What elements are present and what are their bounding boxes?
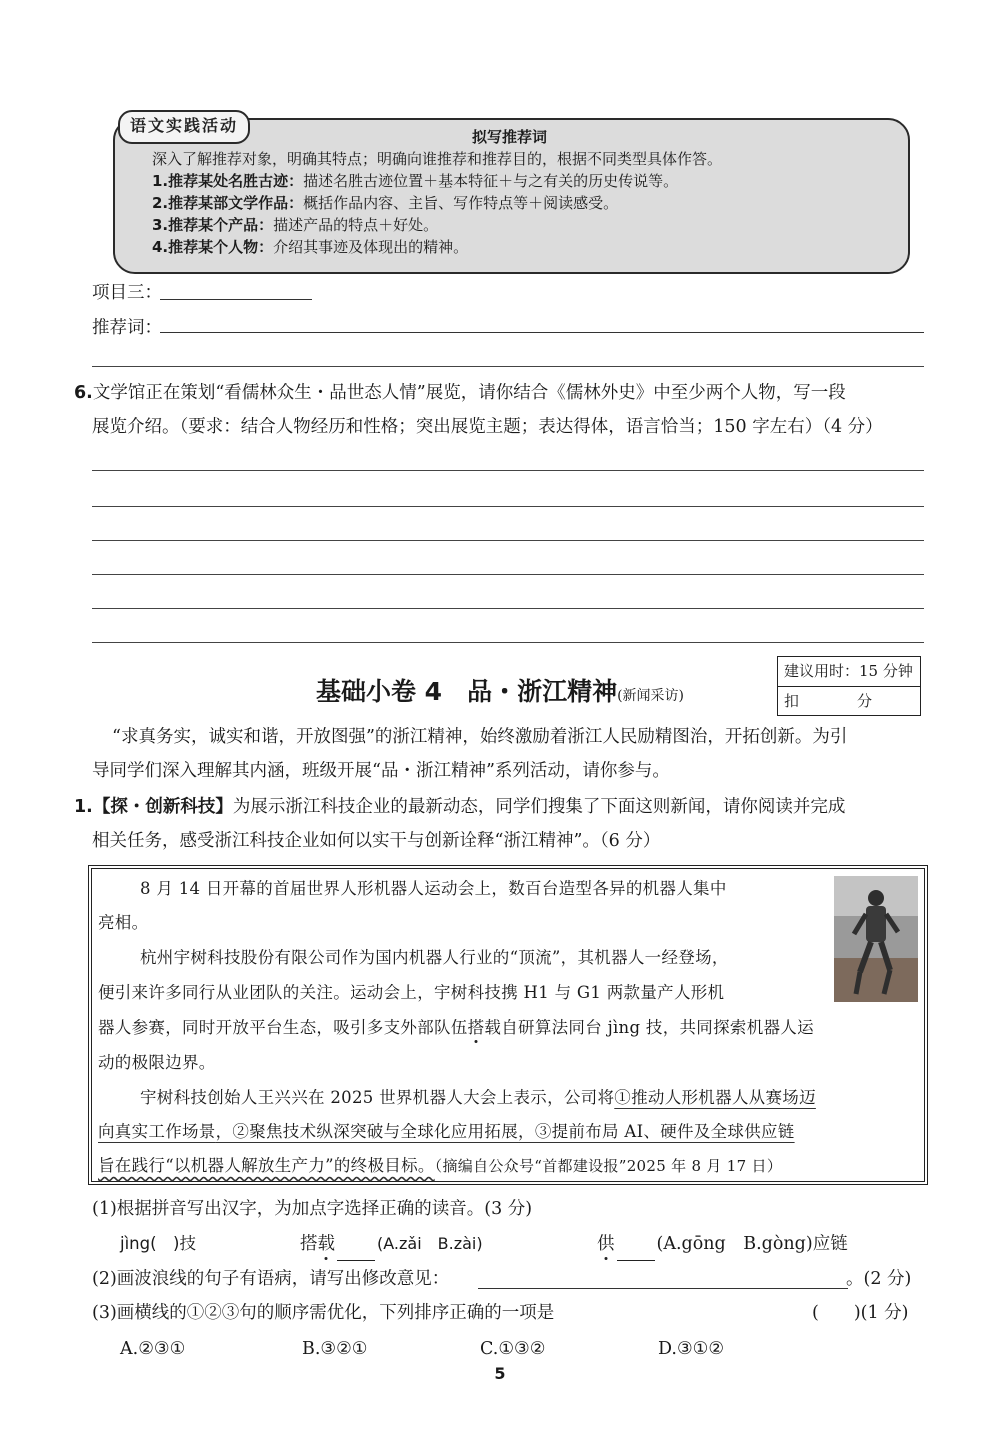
news-p2-line1: 杭州宇树科技股份有限公司作为国内机器人行业的“顶流”，其机器人一经登场， xyxy=(140,948,729,967)
q6-line1: 6.文学馆正在策划“看儒林众生・品世态人情”展览，请你结合《儒林外史》中至少两个人物，写一段 xyxy=(74,383,846,403)
page-number: 5 xyxy=(494,1364,506,1383)
quiz-intro-line1: “求真务实，诚实和谐，开放图强”的浙江精神，始终激励着浙江人民励精图治，开拓创新。为引 xyxy=(112,727,848,747)
q1-line2: 相关任务，感受浙江科技企业如何以实干与创新诠释“浙江精神”。（6 分） xyxy=(92,831,661,851)
answer-line[interactable] xyxy=(92,574,924,575)
time-label: 建议用时：15 分钟 xyxy=(778,657,920,687)
practice-tag: 语文实践活动 xyxy=(118,110,250,144)
recommend-label: 推荐词： xyxy=(92,318,162,338)
recommend-answer-line[interactable] xyxy=(160,332,924,333)
practice-item: 3.推荐某个产品：描述产品的特点＋好处。 xyxy=(152,216,439,234)
answer-line[interactable] xyxy=(92,506,924,507)
answer-line[interactable] xyxy=(92,608,924,609)
option-b[interactable]: B.③②① xyxy=(302,1339,368,1359)
sub1-b: 搭载 (A.zǎi B.zài) xyxy=(300,1227,483,1261)
sub1-c-blank[interactable] xyxy=(617,1238,655,1261)
news-p2-line2: 便引来许多同行从业团队的关注。运动会上，宇树科技携 H1 与 G1 两款量产人形机 xyxy=(98,983,725,1002)
answer-line[interactable] xyxy=(92,366,924,367)
option-c[interactable]: C.①③② xyxy=(480,1339,546,1359)
answer-line[interactable] xyxy=(92,540,924,541)
practice-intro: 深入了解推荐对象，明确其特点；明确向谁推荐和推荐目的，根据不同类型具体作答。 xyxy=(152,150,723,168)
option-d[interactable]: D.③①② xyxy=(658,1339,725,1359)
practice-item: 2.推荐某部文学作品：概括作品内容、主旨、写作特点等＋阅读感受。 xyxy=(152,194,619,212)
answer-line[interactable] xyxy=(92,642,924,643)
answer-line[interactable] xyxy=(92,470,924,471)
practice-item: 1.推荐某处名胜古迹：描述名胜古迹位置＋基本特征＋与之有关的历史传说等。 xyxy=(152,172,679,190)
sub2-score: 。(2 分) xyxy=(846,1269,912,1289)
sub2-answer-line[interactable] xyxy=(478,1288,848,1289)
sub1-text: (1)根据拼音写出汉字，为加点字选择正确的读音。(3 分) xyxy=(92,1199,533,1219)
sub1-a[interactable]: jìng( )技 xyxy=(120,1234,196,1253)
time-box xyxy=(777,656,921,716)
project3-answer-line[interactable] xyxy=(160,299,312,300)
news-p3-line2: 向真实工作场景，②聚焦技术纵深突破与全球化应用拓展，③提前布局 AI、硬件及全球供应链 xyxy=(98,1122,795,1141)
news-p1-line1: 8 月 14 日开幕的首届世界人形机器人运动会上，数百台造型各异的机器人集中 xyxy=(140,879,727,898)
practice-title: 拟写推荐词 xyxy=(471,128,547,146)
q6-line2: 展览介绍。（要求：结合人物经历和性格；突出展览主题；表达得体，语言恰当；150 字左右）（4 分） xyxy=(92,417,883,437)
quiz-intro-line2: 导同学们深入理解其内涵，班级开展“品・浙江精神”系列活动，请你参与。 xyxy=(92,761,670,781)
news-p3-line1: 宇树科技创始人王兴兴在 2025 世界机器人大会上表示，公司将①推动人形机器人从赛场迈 xyxy=(140,1088,816,1107)
news-p3-line3: 旨在践行“以机器人解放生产力”的终极目标。（摘编自公众号“首都建设报”2025 年 8 月 17 日） xyxy=(98,1156,783,1175)
deduct-blank[interactable] xyxy=(803,697,853,716)
option-a[interactable]: A.②③① xyxy=(120,1339,186,1359)
practice-item: 4.推荐某个人物：介绍其事迹及体现出的精神。 xyxy=(152,238,469,256)
robot-photo xyxy=(834,876,918,1002)
quiz-title: 基础小卷 4 品・浙江精神(新闻采访) xyxy=(315,677,685,706)
news-p2-line3: 器人参赛，同时开放平台生态，吸引多支外部队伍搭载自研算法同台 jìng 技，共同探索机器人运 xyxy=(98,1018,814,1037)
news-p1-line2: 亮相。 xyxy=(98,913,149,932)
q1-line1: 1.【探・创新科技】为展示浙江科技企业的最新动态，同学们搜集了下面这则新闻，请你阅读并完成 xyxy=(74,797,846,817)
sub1-c: 供 (A.gōng B.gòng)应链 xyxy=(597,1227,848,1261)
sub3-text: (3)画横线的①②③句的顺序需优化，下列排序正确的一项是 xyxy=(92,1303,555,1323)
news-p2-line4: 动的极限边界。 xyxy=(98,1053,216,1072)
sub3-bracket[interactable]: ( )(1 分) xyxy=(812,1303,909,1323)
sub1-b-blank[interactable] xyxy=(337,1238,375,1261)
deduct-row: 扣 分 xyxy=(778,687,920,716)
sub2-text: (2)画波浪线的句子有语病，请写出修改意见： xyxy=(92,1269,450,1289)
project3-label: 项目三： xyxy=(92,283,162,303)
